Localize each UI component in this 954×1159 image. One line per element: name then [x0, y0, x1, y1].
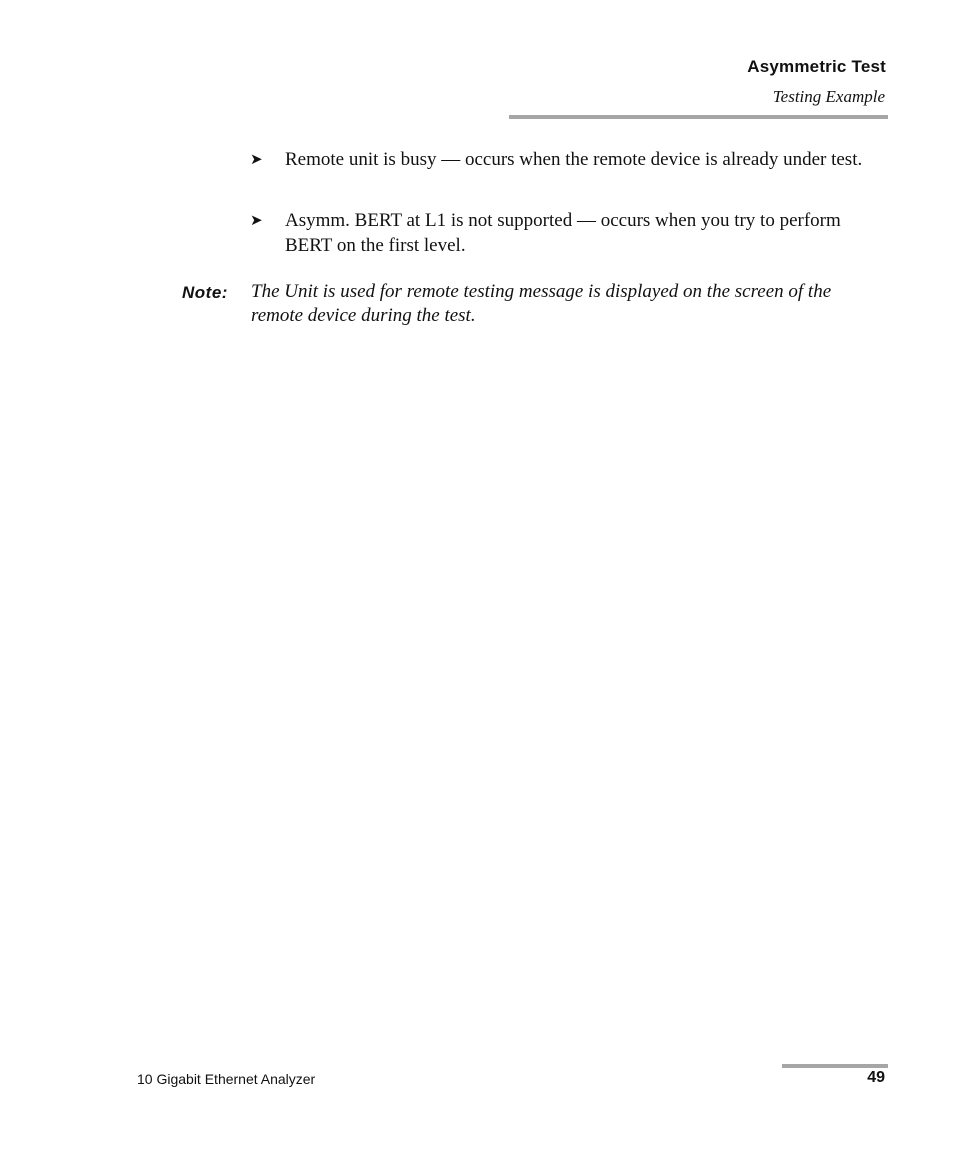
arrow-bullet-icon: ➤ — [250, 211, 263, 229]
header-divider — [509, 115, 888, 119]
footer-product-name: 10 Gigabit Ethernet Analyzer — [137, 1071, 316, 1087]
arrow-bullet-icon: ➤ — [250, 150, 263, 168]
note-label: Note: — [182, 283, 228, 302]
note-text: The Unit is used for remote testing message is displayed on the screen of the remote device during the test. — [251, 281, 832, 326]
section-subtitle: Testing Example — [772, 87, 885, 106]
list-item-text: Asymm. BERT at L1 is not supported — occurs when you try to perform BERT on the first level. — [285, 210, 841, 256]
page-number: 49 — [867, 1069, 885, 1086]
chapter-title: Asymmetric Test — [747, 57, 886, 76]
footer-divider — [782, 1064, 888, 1068]
list-item-text: Remote unit is busy — occurs when the remote device is already under test. — [285, 149, 863, 170]
list-item — [250, 208, 890, 258]
list-item — [250, 147, 890, 172]
